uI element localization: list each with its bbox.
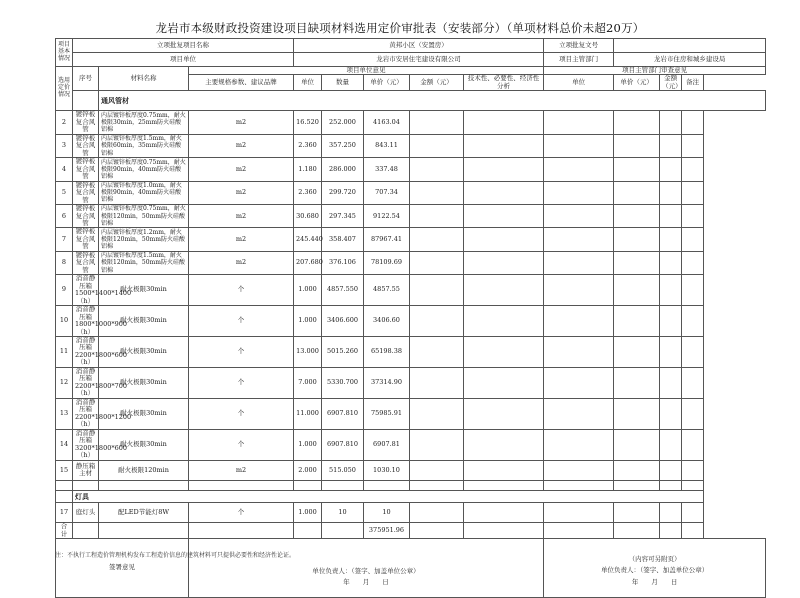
empty-cell	[614, 228, 660, 251]
section-row-hvac	[56, 91, 766, 111]
table-row	[56, 228, 766, 251]
header-remark: 备注	[682, 75, 704, 91]
row-material: 镀锌板复合风管	[73, 251, 99, 274]
row-material: 消音静压箱1500*1400*1400（h）	[73, 275, 99, 306]
empty-cell	[410, 460, 464, 481]
row-spec: 内层镀锌板厚度0.75mm，耐火极限120min，50mm防火硅酸铝棉	[99, 205, 189, 228]
row-unit: 个	[189, 503, 294, 523]
empty-cell	[464, 158, 544, 181]
row-seq: 9	[56, 275, 73, 306]
unit-sign-date: 年 月 日	[343, 578, 389, 587]
header-material: 材料名称	[99, 67, 189, 91]
empty-cell	[410, 111, 464, 134]
header-analysis: 技术性、必要性、经济性分析	[464, 75, 544, 91]
row-material: 镀锌板复合风管	[73, 205, 99, 228]
empty-cell	[464, 275, 544, 306]
empty-cell	[682, 429, 704, 460]
row-unit: 个	[189, 429, 294, 460]
empty-cell	[410, 205, 464, 228]
row-spec: 内层镀锌板厚度0.75mm，耐火极限90min，40mm防火硅酸铝棉	[99, 158, 189, 181]
empty-cell	[660, 337, 682, 368]
empty-cell	[682, 111, 704, 134]
empty-cell	[614, 367, 660, 398]
table-row	[56, 398, 766, 429]
empty-cell	[544, 181, 614, 204]
empty-cell	[660, 275, 682, 306]
row-amount: 87967.41	[364, 228, 410, 251]
row-qty: 16.520	[294, 111, 322, 134]
row-seq: 2	[56, 111, 73, 134]
section-title-lighting: 灯具	[73, 491, 704, 503]
row-seq: 5	[56, 181, 73, 204]
row-material: 消音静压箱2200*1800*600（h）	[73, 337, 99, 368]
row-price: 10	[322, 503, 364, 523]
row-price: 6907.810	[322, 429, 364, 460]
row-amount: 78109.69	[364, 251, 410, 274]
empty-cell	[682, 306, 704, 337]
row-qty: 1.000	[294, 429, 322, 460]
empty-cell	[410, 367, 464, 398]
empty-cell	[660, 134, 682, 157]
empty-cell	[464, 228, 544, 251]
empty-cell	[464, 398, 544, 429]
empty-cell	[614, 398, 660, 429]
table-row	[56, 503, 766, 523]
row-spec: 内层镀锌板厚度1.5mm，耐火极限60min，35mm防火硅酸铝棉	[99, 134, 189, 157]
row-amount: 4163.04	[364, 111, 410, 134]
empty-cell	[464, 181, 544, 204]
dept-sign-text: 单位负责人：（签字、加盖单位公章）	[600, 566, 709, 575]
row-qty: 7.000	[294, 367, 322, 398]
table-row	[56, 337, 766, 368]
empty-cell	[410, 275, 464, 306]
row-qty: 2.360	[294, 181, 322, 204]
empty-cell	[614, 158, 660, 181]
row-amount: 6907.81	[364, 429, 410, 460]
row-seq: 12	[56, 367, 73, 398]
row-seq: 4	[56, 158, 73, 181]
empty-cell	[660, 367, 682, 398]
empty-cell	[682, 181, 704, 204]
empty-cell	[410, 181, 464, 204]
row-qty: 1.000	[294, 275, 322, 306]
row-material: 消音静压箱1800*1000*900（h）	[73, 306, 99, 337]
row-amount: 1030.10	[364, 460, 410, 481]
row-unit: 个	[189, 398, 294, 429]
row-seq: 14	[56, 429, 73, 460]
header-seq: 序号	[73, 67, 99, 91]
page-title: 龙岩市本级财政投资建设项目缺项材料选用定价审批表（安装部分）（单项材料总价未超20万）	[155, 21, 645, 35]
row-unit: 个	[189, 275, 294, 306]
row-spec: 配LED节能灯8W	[99, 503, 189, 523]
row-seq: 13	[56, 398, 73, 429]
empty-cell	[544, 275, 614, 306]
row-spec: 耐火极限30min	[99, 275, 189, 306]
row-qty: 13.000	[294, 337, 322, 368]
row-amount: 4857.55	[364, 275, 410, 306]
row-unit: m2	[189, 205, 294, 228]
row-price: 5330.700	[322, 367, 364, 398]
row-spec: 内层镀锌板厚度0.75mm，耐火极限30min，25mm防火硅酸铝棉	[99, 111, 189, 134]
row-material: 消音静压箱2200*1800*700（h）	[73, 367, 99, 398]
empty-cell	[682, 134, 704, 157]
row-qty: 1.000	[294, 503, 322, 523]
row-spec: 耐火极限30min	[99, 337, 189, 368]
dept-value: 龙岩市住房和城乡建设局	[614, 53, 766, 67]
row-amount: 707.34	[364, 181, 410, 204]
header-price: 单价（元）	[364, 75, 410, 91]
table-row	[56, 275, 766, 306]
empty-cell	[410, 337, 464, 368]
table-row	[56, 460, 766, 481]
row-qty: 245.440	[294, 228, 322, 251]
row-unit: 个	[189, 367, 294, 398]
table-row	[56, 134, 766, 157]
section-row-lighting	[56, 491, 766, 503]
empty-cell	[682, 337, 704, 368]
empty-cell	[410, 429, 464, 460]
row-amount: 337.48	[364, 158, 410, 181]
empty-cell	[614, 111, 660, 134]
unit-signature-block	[189, 539, 544, 598]
empty-cell	[660, 205, 682, 228]
empty-cell	[544, 398, 614, 429]
opinion-label: 签署意见	[56, 539, 189, 598]
row-price: 252.000	[322, 111, 364, 134]
row-amount: 9122.54	[364, 205, 410, 228]
info-section-label: 项目基本情况	[56, 39, 73, 67]
empty-cell	[614, 337, 660, 368]
row-unit: m2	[189, 111, 294, 134]
dept-sign-extra: （内容可另附页）	[628, 554, 681, 563]
row-price: 299.720	[322, 181, 364, 204]
project-name-label: 立项批复项目名称	[73, 39, 294, 53]
row-price: 5015.260	[322, 337, 364, 368]
empty-cell	[544, 460, 614, 481]
empty-cell	[682, 228, 704, 251]
empty-cell	[614, 460, 660, 481]
row-material: 消音静压箱3200*1800*600（h）	[73, 429, 99, 460]
row-material: 镀锌板复合风管	[73, 158, 99, 181]
empty-cell	[410, 251, 464, 274]
row-seq: 7	[56, 228, 73, 251]
section-title-hvac: 通风管材	[99, 91, 766, 111]
empty-cell	[464, 134, 544, 157]
row-price: 376.106	[322, 251, 364, 274]
total-label: 合计	[56, 523, 73, 539]
empty-cell	[410, 398, 464, 429]
empty-cell	[682, 251, 704, 274]
row-amount: 65198.38	[364, 337, 410, 368]
row-seq: 6	[56, 205, 73, 228]
header-qty: 数量	[322, 75, 364, 91]
table-row	[56, 367, 766, 398]
dept-label: 项目主管部门	[544, 53, 614, 67]
row-amount: 37314.90	[364, 367, 410, 398]
row-qty: 11.000	[294, 398, 322, 429]
empty-cell	[544, 251, 614, 274]
empty-cell	[544, 367, 614, 398]
empty-cell	[660, 306, 682, 337]
row-material: 镀锌板复合风管	[73, 111, 99, 134]
table-row	[56, 111, 766, 134]
empty-cell	[614, 205, 660, 228]
empty-cell	[410, 158, 464, 181]
row-spec: 耐火极限30min	[99, 306, 189, 337]
dept-signature-block	[544, 539, 766, 598]
row-qty: 2.000	[294, 460, 322, 481]
empty-cell	[544, 306, 614, 337]
empty-cell	[544, 205, 614, 228]
row-unit: 个	[189, 337, 294, 368]
side-label: 选用定价情况	[56, 67, 73, 111]
empty-cell	[660, 251, 682, 274]
empty-cell	[614, 251, 660, 274]
row-amount: 3406.60	[364, 306, 410, 337]
row-price: 358.407	[322, 228, 364, 251]
empty-cell	[464, 111, 544, 134]
empty-cell	[614, 181, 660, 204]
row-material: 消音静压箱2200*1800*1200（h）	[73, 398, 99, 429]
row-spec: 耐火极限120min	[99, 460, 189, 481]
header-review-price: 单价（元）	[614, 75, 660, 91]
empty-cell	[464, 429, 544, 460]
empty-cell	[660, 398, 682, 429]
empty-cell	[464, 251, 544, 274]
row-price: 357.250	[322, 134, 364, 157]
row-unit: m2	[189, 134, 294, 157]
row-spec: 内层镀锌板厚度1.5mm，耐火极限120min，50mm防火硅酸铝棉	[99, 251, 189, 274]
table-row	[56, 306, 766, 337]
header-review-group: 项目主管部门审查意见	[544, 67, 766, 75]
row-seq: 17	[56, 503, 73, 523]
empty-cell	[660, 111, 682, 134]
header-amount: 金额（元）	[410, 75, 464, 91]
empty-cell	[410, 228, 464, 251]
row-seq: 3	[56, 134, 73, 157]
empty-cell	[464, 306, 544, 337]
row-qty: 207.680	[294, 251, 322, 274]
empty-cell	[660, 181, 682, 204]
row-spec: 耐火极限30min	[99, 367, 189, 398]
row-price: 3406.600	[322, 306, 364, 337]
empty-cell	[464, 205, 544, 228]
empty-cell	[682, 158, 704, 181]
row-material: 静压箱主材	[73, 460, 99, 481]
row-material: 庭灯头	[73, 503, 99, 523]
empty-cell	[464, 337, 544, 368]
row-price: 286.000	[322, 158, 364, 181]
header-review-unit: 单位	[544, 75, 614, 91]
header-review-amount: 金额（元）	[660, 75, 682, 91]
header-proposal-group: 项目单位意见	[189, 67, 544, 75]
dept-sign-date: 年 月 日	[631, 577, 678, 586]
table-row	[56, 158, 766, 181]
row-price: 297.345	[322, 205, 364, 228]
header-unit: 单位	[294, 75, 322, 91]
row-amount: 10	[364, 503, 410, 523]
row-spec: 内层镀锌板厚度1.0mm，耐火极限90min，40mm防火硅酸铝棉	[99, 181, 189, 204]
row-amount: 75985.91	[364, 398, 410, 429]
empty-cell	[544, 134, 614, 157]
empty-cell	[614, 275, 660, 306]
row-material: 镀锌板复合风管	[73, 134, 99, 157]
row-material: 镀锌板复合风管	[73, 181, 99, 204]
row-unit: 个	[189, 306, 294, 337]
row-seq: 11	[56, 337, 73, 368]
row-seq: 15	[56, 460, 73, 481]
empty-cell	[682, 367, 704, 398]
row-spec: 内层镀锌板厚度1.2mm，耐火极限120min，50mm防火硅酸铝棉	[99, 228, 189, 251]
empty-cell	[682, 205, 704, 228]
row-unit: m2	[189, 460, 294, 481]
table-row	[56, 181, 766, 204]
empty-cell	[614, 134, 660, 157]
total-amount: 375951.96	[364, 523, 410, 539]
row-price: 4857.550	[322, 275, 364, 306]
empty-cell	[410, 306, 464, 337]
row-seq: 10	[56, 306, 73, 337]
footnote: 注：不执行工程造价管理机构发布工程造价信息的建筑材料可只提供必要性和经济性论证。	[55, 552, 296, 559]
row-price: 6907.810	[322, 398, 364, 429]
table-row	[56, 251, 766, 274]
unit-label: 项目单位	[73, 53, 294, 67]
unit-value: 龙岩市安居住宅建设有限公司	[294, 53, 544, 67]
table-row	[56, 205, 766, 228]
row-seq: 8	[56, 251, 73, 274]
blank-row	[56, 481, 766, 491]
row-amount: 843.11	[364, 134, 410, 157]
row-unit: m2	[189, 251, 294, 274]
empty-cell	[614, 429, 660, 460]
empty-cell	[544, 429, 614, 460]
row-unit: m2	[189, 181, 294, 204]
empty-cell	[544, 337, 614, 368]
row-unit: m2	[189, 228, 294, 251]
row-qty: 1.180	[294, 158, 322, 181]
row-spec: 耐火极限30min	[99, 398, 189, 429]
approval-table	[55, 38, 766, 598]
header-spec: 主要规格参数、建议品牌	[189, 75, 294, 91]
approval-no-label: 立项批复文号	[544, 39, 614, 53]
row-unit: m2	[189, 158, 294, 181]
empty-cell	[682, 398, 704, 429]
row-qty: 1.000	[294, 306, 322, 337]
approval-no-value	[614, 39, 766, 53]
empty-cell	[660, 158, 682, 181]
row-qty: 30.680	[294, 205, 322, 228]
row-material: 镀锌板复合风管	[73, 228, 99, 251]
empty-cell	[660, 460, 682, 481]
empty-cell	[544, 228, 614, 251]
empty-cell	[682, 460, 704, 481]
row-qty: 2.360	[294, 134, 322, 157]
empty-cell	[464, 367, 544, 398]
empty-cell	[660, 429, 682, 460]
empty-cell	[660, 228, 682, 251]
row-spec: 耐火极限30min	[99, 429, 189, 460]
empty-cell	[464, 460, 544, 481]
empty-cell	[614, 306, 660, 337]
row-price: 515.050	[322, 460, 364, 481]
empty-cell	[544, 111, 614, 134]
empty-cell	[544, 158, 614, 181]
empty-cell	[410, 134, 464, 157]
total-row	[56, 523, 766, 539]
project-name-value: 黄邦小区（安置房）	[294, 39, 544, 53]
unit-sign-text: 单位负责人：（签字、加盖单位公章）	[312, 566, 420, 575]
table-row	[56, 429, 766, 460]
empty-cell	[682, 275, 704, 306]
